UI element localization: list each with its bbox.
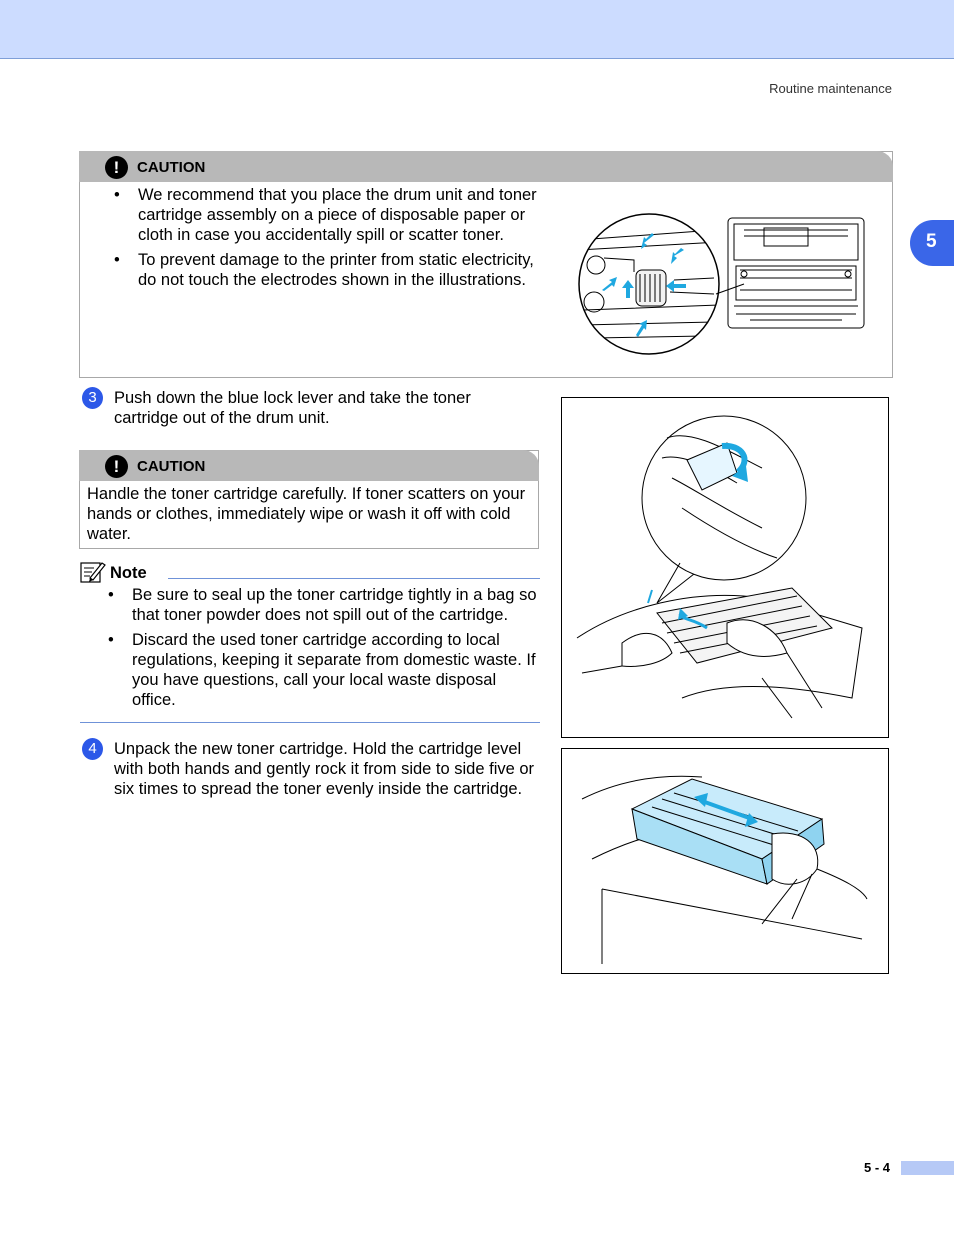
- list-item: • Be sure to seal up the toner cartridge tightly in a bag so that toner powder does not spill out of the cartridge.: [108, 586, 537, 624]
- caution-header: [79, 151, 893, 182]
- page-tab: [901, 1161, 954, 1175]
- bullet-text: We recommend that you place the drum unit and toner cartridge assembly on a piece of disposable paper or cloth in case you accidentally spill or scatter toner.: [138, 186, 537, 244]
- remove-toner-illustration: [562, 398, 888, 737]
- note-pencil-icon: [80, 560, 106, 584]
- step-3-text: Push down the blue lock lever and take the toner cartridge out of the drum unit.: [114, 389, 471, 427]
- note-title: Note: [110, 564, 147, 582]
- warning-icon: !: [105, 156, 128, 179]
- bullet-text: Discard the used toner cartridge according to local regulations, keeping it separate from domestic waste. If you have questions, call your local waste disposal office.: [132, 631, 536, 709]
- list-item: • Discard the used toner cartridge according to local regulations, keeping it separate from domestic waste. If you have questions, call your local waste disposal office.: [108, 631, 536, 709]
- step-4-number: 4: [82, 738, 103, 760]
- caution-title: CAUTION: [137, 159, 206, 176]
- note-divider: [168, 578, 540, 579]
- warning-icon: !: [105, 455, 128, 478]
- caution-title: CAUTION: [137, 458, 206, 475]
- rock-toner-illustration: [562, 749, 888, 973]
- remove-toner-figure: [561, 397, 889, 738]
- note-end-divider: [80, 722, 540, 723]
- electrodes-illustration: [574, 210, 874, 360]
- caution-box-handling: [79, 450, 539, 549]
- list-item: • We recommend that you place the drum unit and toner cartridge assembly on a piece of disposable paper or cloth in case you accidentally spill or scatter toner.: [114, 186, 537, 244]
- step-3-number: 3: [82, 387, 103, 409]
- bullet-text: To prevent damage to the printer from static electricity, do not touch the electrodes shown in the illustrations.: [138, 251, 534, 289]
- chapter-number: 5: [926, 231, 937, 252]
- page-number: 5 - 4: [864, 1160, 891, 1175]
- caution-box-electrodes: [79, 151, 893, 378]
- caution-bullet-list: [114, 185, 548, 295]
- running-header: Routine maintenance: [769, 81, 892, 96]
- top-header-band: [0, 0, 954, 59]
- bullet-text: Be sure to seal up the toner cartridge tightly in a bag so that toner powder does not spill out of the cartridge.: [132, 586, 537, 624]
- caution-text: Handle the toner cartridge carefully. If toner scatters on your hands or clothes, immediately wipe or wash it off with cold water.: [87, 485, 526, 543]
- rock-toner-figure: [561, 748, 889, 974]
- chapter-tab[interactable]: [910, 220, 954, 266]
- note-bullet-list: [108, 585, 542, 715]
- step-4-text: Unpack the new toner cartridge. Hold the cartridge level with both hands and gently rock it from side to side five or six times to spread the toner evenly inside the cartridge.: [114, 740, 535, 798]
- caution-header: [79, 450, 539, 481]
- list-item: • To prevent damage to the printer from static electricity, do not touch the electrodes shown in the illustrations.: [114, 251, 534, 289]
